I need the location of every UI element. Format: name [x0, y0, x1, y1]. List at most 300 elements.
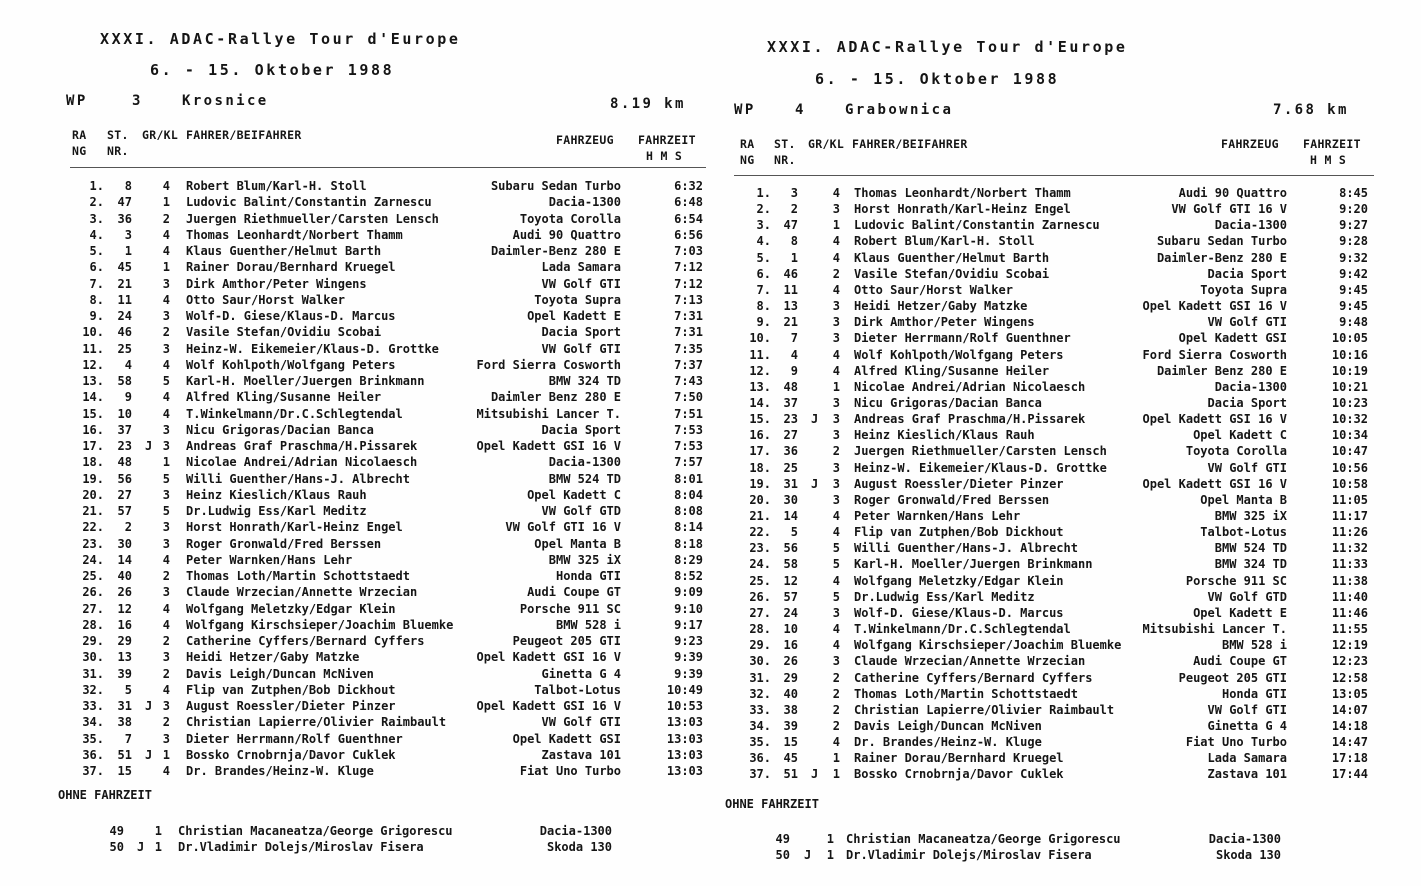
vehicle: Dacia Sport [1207, 267, 1287, 281]
rank: 34. [82, 715, 104, 729]
table-row [0, 259, 712, 275]
class: 3 [832, 396, 840, 410]
stage-distance: 7.68 km [1273, 102, 1349, 118]
stage-time: 9:42 [1339, 267, 1368, 281]
class: 3 [832, 299, 840, 313]
class: 3 [162, 650, 170, 664]
table-row [0, 617, 712, 633]
start-number: 13 [783, 299, 798, 313]
rank: 36. [749, 751, 771, 765]
vehicle: Daimler Benz 280 E [1156, 364, 1287, 378]
start-number: 7 [124, 732, 132, 746]
driver-codriver: Juergen Riethmueller/Carsten Lensch [186, 212, 439, 226]
stage-time: 9:23 [674, 634, 703, 648]
driver-codriver: Wolfgang Meletzky/Edgar Klein [854, 574, 1064, 588]
class: 1 [154, 824, 162, 838]
driver-codriver: Roger Gronwald/Fred Berssen [854, 493, 1050, 507]
start-number: 11 [117, 293, 132, 307]
stage-time: 6:54 [674, 212, 703, 226]
vehicle: BMW 524 TD [1214, 541, 1287, 555]
table-row [0, 438, 712, 454]
vehicle: VW Golf GTD [1207, 590, 1287, 604]
table-row [712, 460, 1421, 476]
start-number: 29 [117, 634, 132, 648]
rank: 31. [82, 667, 104, 681]
stage-wp-label: WP [734, 102, 756, 118]
vehicle: Opel Kadett GSI [1178, 331, 1287, 345]
stage-time: 10:34 [1331, 428, 1368, 442]
table-row [712, 524, 1421, 540]
vehicle: Ford Sierra Cosworth [476, 358, 621, 372]
table-row [712, 589, 1421, 605]
stage-time: 10:21 [1331, 380, 1368, 394]
class: 4 [832, 622, 840, 636]
start-number: 25 [783, 461, 798, 475]
class: 2 [162, 634, 170, 648]
start-number: 40 [783, 687, 798, 701]
driver-codriver: Horst Honrath/Karl-Heinz Engel [186, 520, 403, 534]
table-row [712, 605, 1421, 621]
vehicle: Dacia-1300 [1208, 832, 1281, 846]
stage-time: 13:03 [666, 764, 703, 778]
vehicle: Ginetta G 4 [541, 667, 621, 681]
start-number: 51 [783, 767, 798, 781]
class: 3 [832, 606, 840, 620]
class: 2 [832, 267, 840, 281]
driver-codriver: Thomas Leonhardt/Norbert Thamm [186, 228, 403, 242]
junior-flag: J [145, 748, 153, 762]
stage-time: 14:07 [1331, 703, 1368, 717]
vehicle: BMW 324 TD [1214, 557, 1287, 571]
driver-codriver: August Roessler/Dieter Pinzer [186, 699, 396, 713]
table-row [0, 503, 712, 519]
vehicle: Subaru Sedan Turbo [1156, 234, 1287, 248]
driver-codriver: Heidi Hetzer/Gaby Matzke [854, 299, 1028, 313]
vehicle: Toyota Corolla [1185, 444, 1287, 458]
table-row [712, 718, 1421, 734]
start-number: 4 [124, 358, 132, 372]
vehicle: Porsche 911 SC [519, 602, 621, 616]
stage-time: 9:45 [1339, 283, 1368, 297]
no-time-heading: OHNE FAHRZEIT [725, 797, 819, 811]
no-time-row [712, 847, 1421, 863]
junior-flag: J [804, 848, 812, 862]
rank: 26. [82, 585, 104, 599]
vehicle: Toyota Supra [1200, 283, 1287, 297]
table-row [712, 330, 1421, 346]
table-row [0, 763, 712, 779]
start-number: 1 [124, 244, 132, 258]
class: 3 [832, 315, 840, 329]
driver-codriver: Wolf-D. Giese/Klaus-D. Marcus [854, 606, 1064, 620]
start-number: 10 [783, 622, 798, 636]
stage-time: 7:12 [674, 260, 703, 274]
rank: 2. [89, 195, 104, 209]
driver-codriver: Juergen Riethmueller/Carsten Lensch [854, 444, 1107, 458]
stage-time: 13:03 [666, 732, 703, 746]
vehicle: Opel Kadett GSI 16 V [1142, 299, 1287, 313]
start-number: 29 [783, 671, 798, 685]
class: 4 [162, 293, 170, 307]
start-number: 12 [783, 574, 798, 588]
rank: 20. [82, 488, 104, 502]
event-dates: 6. - 15. Oktober 1988 [150, 61, 395, 79]
rank: 28. [749, 622, 771, 636]
driver-codriver: Heinz Kieslich/Klaus Rauh [186, 488, 367, 502]
class: 4 [162, 358, 170, 372]
rank: 11. [82, 342, 104, 356]
start-number: 16 [117, 618, 132, 632]
header-nr: NR. [774, 153, 796, 167]
stage-time: 7:53 [674, 439, 703, 453]
driver-codriver: Karl-H. Moeller/Juergen Brinkmann [854, 557, 1093, 571]
header-ng: NG [72, 144, 87, 158]
rank: 1. [89, 179, 104, 193]
vehicle: Dacia-1300 [539, 824, 612, 838]
header-ra: RA [72, 128, 87, 142]
driver-codriver: Peter Warnken/Hans Lehr [186, 553, 353, 567]
table-row [0, 276, 712, 292]
rank: 15. [82, 407, 104, 421]
class: 2 [832, 719, 840, 733]
vehicle: Dacia Sport [541, 423, 621, 437]
stage-time: 10:19 [1331, 364, 1368, 378]
class: 2 [162, 569, 170, 583]
start-number: 46 [783, 267, 798, 281]
table-row [0, 633, 712, 649]
table-row [712, 637, 1421, 653]
driver-codriver: Wolfgang Kirschsieper/Joachim Bluemke [854, 638, 1122, 652]
table-row [0, 243, 712, 259]
table-row [0, 292, 712, 308]
class: 3 [162, 309, 170, 323]
table-row [712, 573, 1421, 589]
table-row [0, 341, 712, 357]
class: 5 [162, 374, 170, 388]
vehicle: Skoda 130 [546, 840, 612, 854]
rank: 37. [749, 767, 771, 781]
driver-codriver: Christian Lapierre/Olivier Raimbault [186, 715, 447, 729]
stage-time: 7:53 [674, 423, 703, 437]
vehicle: Toyota Supra [534, 293, 621, 307]
vehicle: Fiat Uno Turbo [1185, 735, 1287, 749]
class: 2 [162, 667, 170, 681]
start-number: 51 [117, 748, 132, 762]
driver-codriver: Willi Guenther/Hans-J. Albrecht [854, 541, 1078, 555]
start-number: 40 [117, 569, 132, 583]
vehicle: Ginetta G 4 [1207, 719, 1287, 733]
rank: 17. [749, 444, 771, 458]
table-row [712, 395, 1421, 411]
rank: 8. [89, 293, 104, 307]
driver-codriver: Davis Leigh/Duncan McNiven [186, 667, 374, 681]
stage-time: 10:16 [1331, 348, 1368, 362]
driver-codriver: Bossko Crnobrnja/Davor Cuklek [186, 748, 396, 762]
rank: 24. [82, 553, 104, 567]
table-row [712, 670, 1421, 686]
driver-codriver: Vasile Stefan/Ovidiu Scobai [186, 325, 382, 339]
driver-codriver: Rainer Dorau/Bernhard Kruegel [854, 751, 1064, 765]
rank: 3. [89, 212, 104, 226]
vehicle: Daimler-Benz 280 E [490, 244, 621, 258]
driver-codriver: Nicu Grigoras/Dacian Banca [186, 423, 374, 437]
driver-codriver: Dr.Vladimir Dolejs/Miroslav Fisera [178, 840, 424, 854]
start-number: 38 [117, 715, 132, 729]
start-number: 27 [783, 428, 798, 442]
stage-time: 9:39 [674, 650, 703, 664]
rank: 21. [82, 504, 104, 518]
driver-codriver: Willi Guenther/Hans-J. Albrecht [186, 472, 410, 486]
table-row [0, 454, 712, 470]
header-vehicle: FAHRZEUG [1221, 137, 1279, 151]
vehicle: VW Golf GTI 16 V [1171, 202, 1287, 216]
stage-time: 6:32 [674, 179, 703, 193]
rank: 4. [89, 228, 104, 242]
start-number: 25 [117, 342, 132, 356]
driver-codriver: Davis Leigh/Duncan McNiven [854, 719, 1042, 733]
class: 1 [826, 832, 834, 846]
start-number: 47 [783, 218, 798, 232]
class: 4 [832, 283, 840, 297]
start-number: 16 [783, 638, 798, 652]
class: 1 [162, 195, 170, 209]
vehicle: Zastava 101 [1207, 767, 1287, 781]
stage-time: 11:32 [1331, 541, 1368, 555]
no-time-row [712, 831, 1421, 847]
start-number: 57 [117, 504, 132, 518]
start-number: 39 [117, 667, 132, 681]
stage-time: 12:58 [1331, 671, 1368, 685]
start-number: 31 [117, 699, 132, 713]
event-title: XXXI. ADAC-Rallye Tour d'Europe [100, 30, 461, 48]
stage-number: 3 [132, 93, 143, 109]
vehicle: Ford Sierra Cosworth [1142, 348, 1287, 362]
vehicle: Daimler Benz 280 E [490, 390, 621, 404]
start-number: 14 [783, 509, 798, 523]
start-number: 50 [775, 848, 790, 862]
vehicle: Toyota Corolla [519, 212, 621, 226]
rank: 6. [756, 267, 771, 281]
no-time-heading: OHNE FAHRZEIT [58, 788, 152, 802]
start-number: 9 [790, 364, 798, 378]
start-number: 39 [783, 719, 798, 733]
table-row [712, 492, 1421, 508]
driver-codriver: T.Winkelmann/Dr.C.Schlegtendal [186, 407, 403, 421]
class: 2 [832, 703, 840, 717]
driver-codriver: Nicu Grigoras/Dacian Banca [854, 396, 1042, 410]
stage-4-results-page [712, 0, 1421, 886]
stage-time: 8:08 [674, 504, 703, 518]
table-row [712, 476, 1421, 492]
vehicle: Dacia Sport [541, 325, 621, 339]
start-number: 49 [109, 824, 124, 838]
table-row [0, 373, 712, 389]
driver-codriver: Rainer Dorau/Bernhard Kruegel [186, 260, 396, 274]
junior-flag: J [811, 767, 819, 781]
table-row [0, 422, 712, 438]
stage-time: 10:56 [1331, 461, 1368, 475]
stage-number: 4 [795, 102, 806, 118]
vehicle: Opel Kadett GSI [512, 732, 621, 746]
rank: 25. [749, 574, 771, 588]
vehicle: Mitsubishi Lancer T. [1142, 622, 1287, 636]
table-row [712, 750, 1421, 766]
rank: 16. [749, 428, 771, 442]
driver-codriver: Catherine Cyffers/Bernard Cyffers [854, 671, 1093, 685]
rank: 12. [82, 358, 104, 372]
no-time-row [0, 839, 712, 855]
class: 4 [832, 509, 840, 523]
stage-time: 13:05 [1331, 687, 1368, 701]
class: 3 [162, 423, 170, 437]
rank: 36. [82, 748, 104, 762]
vehicle: Opel Kadett E [527, 309, 621, 323]
start-number: 50 [109, 840, 124, 854]
table-row [712, 314, 1421, 330]
class: 1 [162, 260, 170, 274]
stage-time: 10:58 [1331, 477, 1368, 491]
table-row [0, 211, 712, 227]
table-row [712, 379, 1421, 395]
driver-codriver: Wolf Kohlpoth/Wolfgang Peters [186, 358, 396, 372]
table-row [0, 194, 712, 210]
table-row [712, 282, 1421, 298]
vehicle: VW Golf GTD [541, 504, 621, 518]
rank: 14. [749, 396, 771, 410]
junior-flag: J [137, 840, 145, 854]
rank: 1. [756, 186, 771, 200]
header-vehicle: FAHRZEUG [556, 133, 614, 147]
start-number: 12 [117, 602, 132, 616]
vehicle: BMW 324 TD [548, 374, 621, 388]
table-row [712, 363, 1421, 379]
driver-codriver: Alfred Kling/Susanne Heiler [854, 364, 1050, 378]
driver-codriver: Bossko Crnobrnja/Davor Cuklek [854, 767, 1064, 781]
rank: 13. [82, 374, 104, 388]
driver-codriver: Heinz Kieslich/Klaus Rauh [854, 428, 1035, 442]
vehicle: Honda GTI [555, 569, 621, 583]
stage-time: 6:56 [674, 228, 703, 242]
driver-codriver: Otto Saur/Horst Walker [186, 293, 345, 307]
class: 4 [832, 186, 840, 200]
start-number: 24 [117, 309, 132, 323]
rank: 29. [749, 638, 771, 652]
stage-name: Krosnice [182, 93, 269, 109]
start-number: 56 [117, 472, 132, 486]
driver-codriver: Ludovic Balint/Constantin Zarnescu [854, 218, 1100, 232]
rank: 22. [749, 525, 771, 539]
vehicle: Fiat Uno Turbo [519, 764, 621, 778]
rank: 12. [749, 364, 771, 378]
stage-time: 7:13 [674, 293, 703, 307]
stage-time: 9:27 [1339, 218, 1368, 232]
table-row [712, 266, 1421, 282]
vehicle: Opel Kadett C [1193, 428, 1287, 442]
vehicle: Opel Manta B [534, 537, 621, 551]
vehicle: BMW 325 iX [548, 553, 621, 567]
stage-time: 9:45 [1339, 299, 1368, 313]
no-time-row [0, 823, 712, 839]
class: 4 [832, 234, 840, 248]
stage-time: 6:48 [674, 195, 703, 209]
stage-time: 11:17 [1331, 509, 1368, 523]
start-number: 11 [783, 283, 798, 297]
vehicle: Peugeot 205 GTI [1178, 671, 1287, 685]
driver-codriver: Thomas Loth/Martin Schottstaedt [854, 687, 1078, 701]
driver-codriver: Flip van Zutphen/Bob Dickhout [854, 525, 1064, 539]
start-number: 36 [783, 444, 798, 458]
stage-time: 7:12 [674, 277, 703, 291]
stage-time: 7:35 [674, 342, 703, 356]
class: 2 [162, 715, 170, 729]
driver-codriver: Wolfgang Kirschsieper/Joachim Bluemke [186, 618, 454, 632]
class: 2 [162, 212, 170, 226]
vehicle: Talbot-Lotus [1200, 525, 1287, 539]
rank: 9. [89, 309, 104, 323]
vehicle: Talbot-Lotus [534, 683, 621, 697]
driver-codriver: Thomas Leonhardt/Norbert Thamm [854, 186, 1071, 200]
class: 4 [162, 244, 170, 258]
vehicle: Opel Kadett GSI 16 V [476, 650, 621, 664]
stage-time: 14:47 [1331, 735, 1368, 749]
rank: 27. [749, 606, 771, 620]
driver-codriver: Christian Macaneatza/George Grigorescu [178, 824, 453, 838]
class: 4 [162, 618, 170, 632]
rank: 6. [89, 260, 104, 274]
table-row [0, 584, 712, 600]
table-row [712, 540, 1421, 556]
rank: 29. [82, 634, 104, 648]
vehicle: Dacia Sport [1207, 396, 1287, 410]
driver-codriver: Christian Macaneatza/George Grigorescu [846, 832, 1121, 846]
table-row [0, 649, 712, 665]
driver-codriver: Dirk Amthor/Peter Wingens [854, 315, 1035, 329]
stage-time: 14:18 [1331, 719, 1368, 733]
start-number: 48 [783, 380, 798, 394]
driver-codriver: Dieter Herrmann/Rolf Guenthner [186, 732, 403, 746]
driver-codriver: Vasile Stefan/Ovidiu Scobai [854, 267, 1050, 281]
event-dates: 6. - 15. Oktober 1988 [815, 70, 1060, 88]
class: 4 [162, 390, 170, 404]
class: 3 [162, 732, 170, 746]
driver-codriver: August Roessler/Dieter Pinzer [854, 477, 1064, 491]
table-row [712, 686, 1421, 702]
start-number: 36 [117, 212, 132, 226]
vehicle: Dacia-1300 [548, 455, 621, 469]
vehicle: VW Golf GTI [541, 277, 621, 291]
start-number: 13 [117, 650, 132, 664]
vehicle: Opel Kadett GSI 16 V [476, 699, 621, 713]
class: 1 [832, 767, 840, 781]
table-row [712, 556, 1421, 572]
vehicle: Audi 90 Quattro [1178, 186, 1287, 200]
start-number: 8 [790, 234, 798, 248]
vehicle: Lada Samara [1207, 751, 1287, 765]
start-number: 3 [124, 228, 132, 242]
start-number: 23 [117, 439, 132, 453]
vehicle: Opel Kadett E [1193, 606, 1287, 620]
class: 5 [832, 557, 840, 571]
class: 3 [162, 537, 170, 551]
stage-time: 11:38 [1331, 574, 1368, 588]
start-number: 47 [117, 195, 132, 209]
table-row [712, 347, 1421, 363]
start-number: 2 [124, 520, 132, 534]
vehicle: VW Golf GTI 16 V [505, 520, 621, 534]
rank: 23. [82, 537, 104, 551]
class: 2 [832, 687, 840, 701]
rank: 13. [749, 380, 771, 394]
